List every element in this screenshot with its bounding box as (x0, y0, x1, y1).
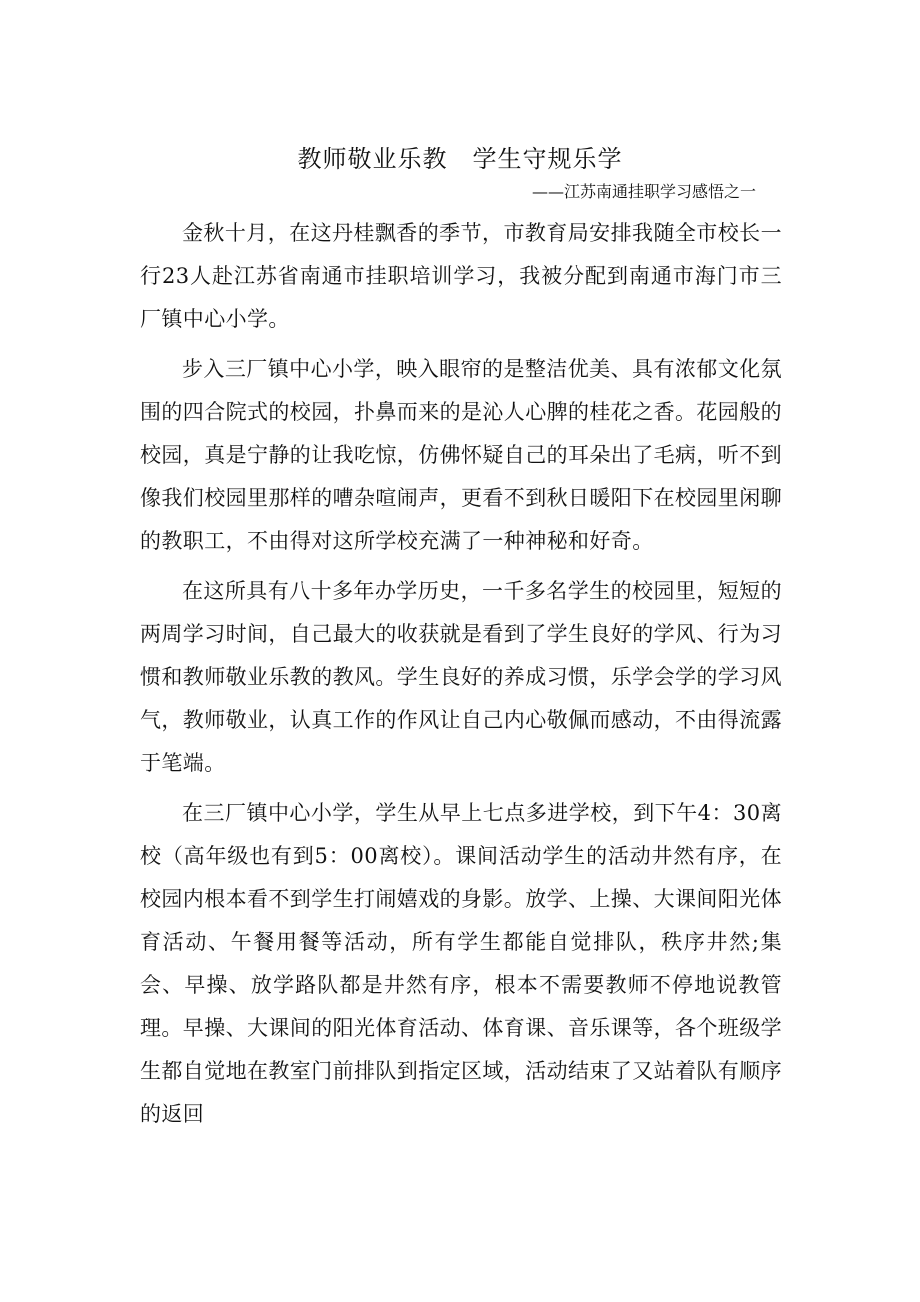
document-body (140, 212, 782, 1136)
document-subtitle: ——江苏南通挂职学习感悟之一 (531, 182, 756, 201)
paragraph: 金秋十月，在这丹桂飘香的季节，市教育局安排我随全市校长一行23人赴江苏省南通市挂职培训学习，我被分配到南通市海门市三厂镇中心小学。 (140, 221, 782, 331)
document-title: 教师敬业乐教 学生守规乐学 (297, 145, 623, 173)
paragraph: 步入三厂镇中心小学，映入眼帘的是整洁优美、具有浓郁文化氛围的四合院式的校园，扑鼻而来的是沁人心脾的桂花之香。花园般的校园，真是宁静的让我吃惊，仿佛怀疑自己的耳朵出了毛病，听不到像我们校园里那样的嘈杂喧闹声，更看不到秋日暖阳下在校园里闲聊的教职工，不由得对这所学校充满了一种神秘和好奇。 (140, 357, 782, 553)
paragraph: 在这所具有八十多年办学历史，一千多名学生的校园里，短短的两周学习时间，自己最大的收获就是看到了学生良好的学风、行为习惯和教师敬业乐教的教风。学生良好的养成习惯，乐学会学的学习风气，教师敬业，认真工作的作风让自己内心敬佩而感动，不由得流露于笔端。 (140, 579, 782, 775)
paragraph: 在三厂镇中心小学，学生从早上七点多进学校，到下午4：30离校（高年级也有到5：00离校）。课间活动学生的活动井然有序，在校园内根本看不到学生打闹嬉戏的身影。放学、上操、大课间阳光体育活动、午餐用餐等活动，所有学生都能自觉排队，秩序井然;集会、早操、放学路队都是井然有序，根本不需要教师不停地说教管理。早操、大课间的阳光体育活动、体育课、音乐课等，各个班级学生都自觉地在教室门前排队到指定区域，活动结束了又站着队有顺序的返回 (140, 801, 782, 1126)
